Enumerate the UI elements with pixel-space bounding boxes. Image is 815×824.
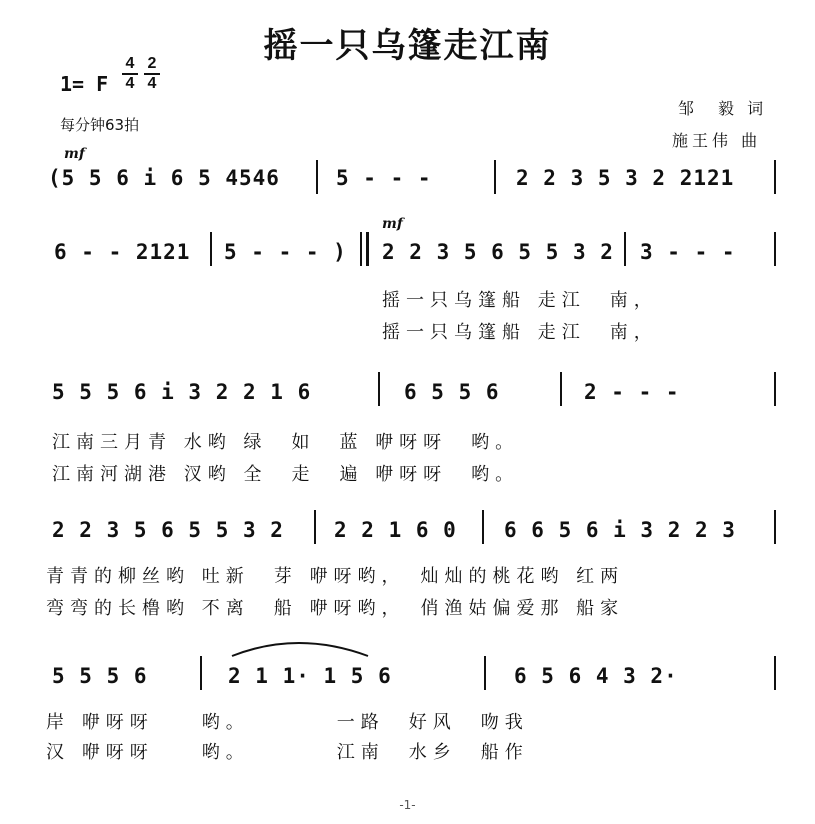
verse-measure-1: 2 2 3 5 6 5 5 3 2 [382, 240, 614, 264]
bar-line [200, 656, 202, 690]
bar-line [560, 372, 562, 406]
bar-line [774, 372, 776, 406]
repeat-bar-thick [360, 232, 362, 266]
bar-line [494, 160, 496, 194]
bar-line [482, 510, 484, 544]
bar-line [774, 656, 776, 690]
intro-measure-3: 2 2 3 5 3 2 2121 [516, 166, 735, 190]
intro-measure-2: 5 - - - [336, 166, 432, 190]
bar-line [210, 232, 212, 266]
verse-measure-3: 5 5 5 6 i 3 2 2 1 6 [52, 380, 312, 404]
bar-line [624, 232, 626, 266]
composer-credit: 施王伟 曲 [672, 131, 762, 150]
lyric-verse-1: 摇一只乌篷船 走江 南， [382, 290, 658, 311]
verse-measure-11: 6 5 6 4 3 2· [514, 664, 678, 688]
verse-measure-4: 6 5 5 6 [404, 380, 500, 404]
lyric-verse-2: 摇一只乌篷船 走江 南， [382, 322, 658, 343]
lyric-verse-1: 江南三月青 水哟 绿 如 蓝 咿呀呀 哟。 [52, 432, 520, 453]
repeat-bar-thin [366, 232, 369, 266]
dynamic-mf: mf [382, 216, 403, 232]
dynamic-mf: mf [64, 146, 85, 162]
bar-line [774, 510, 776, 544]
bar-line [774, 232, 776, 266]
verse-measure-5: 2 - - - [584, 380, 680, 404]
bar-line [314, 510, 316, 544]
intro-measure-5: 5 - - - ) [224, 240, 347, 264]
verse-measure-6: 2 2 3 5 6 5 5 3 2 [52, 518, 284, 542]
key-signature: 1= F [60, 72, 109, 96]
bar-line [378, 372, 380, 406]
tempo-marking: 每分钟63拍 [60, 116, 140, 134]
intro-measure-1: (5 5 6 i 6 5 4546 [48, 166, 280, 190]
verse-measure-7: 2 2 1 6 0 [334, 518, 457, 542]
intro-measure-4: 6 - - 2121 [54, 240, 191, 264]
verse-measure-10: 2 1 1· 1 5 6 [228, 664, 392, 688]
time-signature-4-4: 4 4 [122, 56, 138, 92]
lyric-verse-1: 岸 咿呀呀 哟。 一路 好风 吻我 [46, 712, 529, 733]
page-number: -1- [399, 798, 416, 812]
song-title: 摇一只乌篷走江南 [263, 26, 552, 66]
bar-line [484, 656, 486, 690]
lyric-verse-2: 江南河湖港 汊哟 全 走 遍 咿呀呀 哟。 [52, 464, 520, 485]
tie-arc [228, 630, 378, 660]
bar-line [316, 160, 318, 194]
lyric-verse-1: 青青的柳丝哟 吐新 芽 咿呀哟， 灿灿的桃花哟 红两 [46, 566, 625, 587]
lyric-verse-2: 汉 咿呀呀 哟。 江南 水乡 船作 [46, 742, 529, 763]
verse-measure-2: 3 - - - [640, 240, 736, 264]
verse-measure-9: 5 5 5 6 [52, 664, 148, 688]
verse-measure-8: 6 6 5 6 i 3 2 2 3 [504, 518, 736, 542]
time-signature-2-4: 2 4 [144, 56, 160, 92]
lyricist-credit: 邹 毅 词 [678, 99, 768, 118]
lyric-verse-2: 弯弯的长橹哟 不离 船 咿呀哟， 俏渔姑偏爱那 船家 [46, 598, 625, 619]
bar-line [774, 160, 776, 194]
